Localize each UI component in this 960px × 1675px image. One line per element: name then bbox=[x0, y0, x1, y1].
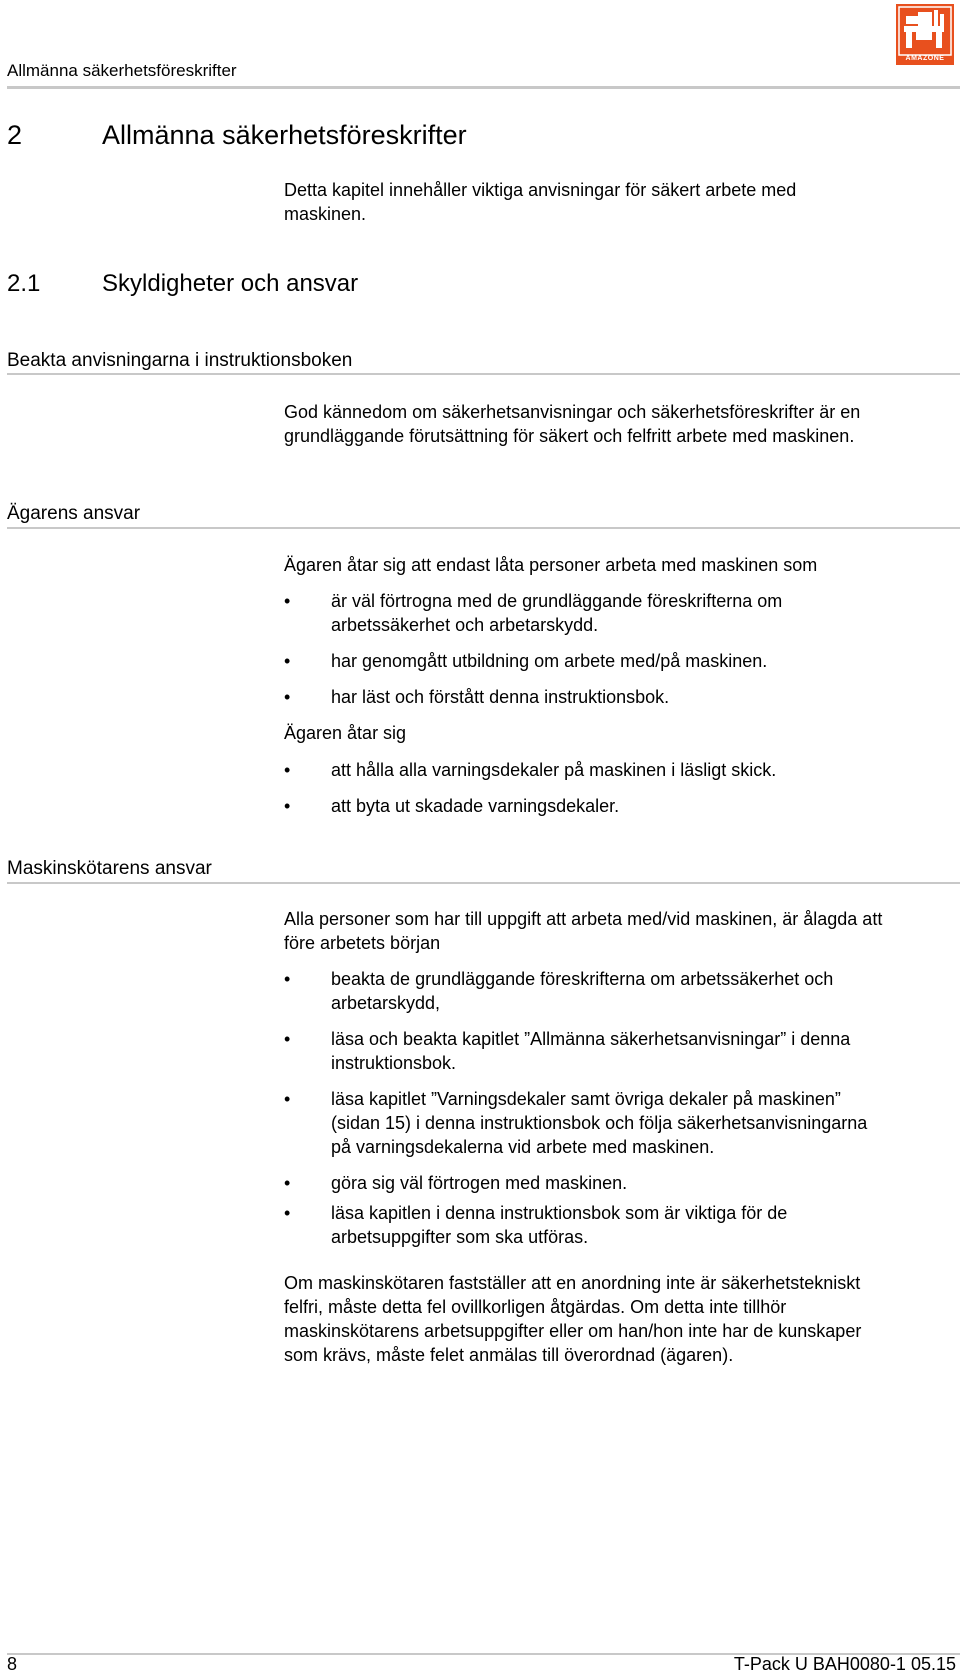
list-item-text: att byta ut skadade varningsdekaler. bbox=[331, 796, 620, 816]
list-item bbox=[284, 967, 889, 1015]
list-item-text: beakta de grundläggande föreskrifterna om arbetssäkerhet och arbetarskydd, bbox=[331, 969, 834, 1013]
list-item bbox=[284, 1087, 889, 1159]
header-divider bbox=[7, 86, 960, 89]
chapter-title: Allmänna säkerhetsföreskrifter bbox=[102, 120, 467, 150]
side-divider-owner bbox=[7, 527, 960, 529]
running-header-title: Allmänna säkerhetsföreskrifter bbox=[7, 61, 237, 80]
document-reference: T-Pack U BAH0080-1 05.15 bbox=[733, 1654, 956, 1674]
bullet-icon: • bbox=[284, 1029, 291, 1049]
list-item bbox=[284, 649, 884, 673]
amazone-logo bbox=[896, 4, 954, 65]
chapter-heading bbox=[7, 120, 907, 152]
section-number: 2.1 bbox=[7, 270, 41, 297]
owner-list-2 bbox=[284, 758, 884, 818]
bullet-icon: • bbox=[284, 796, 291, 816]
list-item bbox=[284, 1027, 889, 1075]
side-title-owner: Ägarens ansvar bbox=[7, 503, 141, 524]
owner-list-1 bbox=[284, 589, 884, 709]
list-item bbox=[284, 794, 884, 818]
chapter-intro: Detta kapitel innehåller viktiga anvisningar för säkert arbete med maskinen. bbox=[284, 180, 797, 224]
side-title-instructions: Beakta anvisningarna i instruktionsboken bbox=[7, 350, 353, 371]
side-divider-operator bbox=[7, 882, 960, 884]
bullet-icon: • bbox=[284, 591, 291, 611]
logo-wordmark: AMAZONE bbox=[905, 55, 945, 62]
list-item bbox=[284, 1201, 889, 1249]
bullet-icon: • bbox=[284, 1203, 291, 1223]
page-number: 8 bbox=[7, 1654, 18, 1674]
bullet-icon: • bbox=[284, 1089, 291, 1109]
list-item-text: har genomgått utbildning om arbete med/på maskinen. bbox=[331, 651, 768, 671]
list-item-text: göra sig väl förtrogen med maskinen. bbox=[331, 1173, 628, 1193]
list-item-text: att hålla alla varningsdekaler på maskinen i läsligt skick. bbox=[331, 760, 777, 780]
list-item bbox=[284, 1171, 889, 1195]
bullet-icon: • bbox=[284, 687, 291, 707]
operator-content bbox=[284, 907, 889, 1367]
section-title: Skyldigheter och ansvar bbox=[102, 270, 359, 297]
chapter-number: 2 bbox=[7, 120, 23, 150]
side-title-operator: Maskinskötarens ansvar bbox=[7, 858, 212, 879]
owner-content bbox=[284, 553, 884, 818]
side-divider-instructions bbox=[7, 373, 960, 375]
list-item bbox=[284, 758, 884, 782]
bullet-icon: • bbox=[284, 969, 291, 989]
owner-intro-2: Ägaren åtar sig bbox=[284, 723, 407, 743]
bullet-icon: • bbox=[284, 760, 291, 780]
operator-closing: Om maskinskötaren fastställer att en anordning inte är säkerhetstekniskt felfri, måste detta fel ovillkorligen åtgärdas. Om detta inte tillhör maskinskötarens arbetsuppgifter eller om han/hon inte har de kunskaper som krävs, måste felet anmälas till överordnad (ägaren). bbox=[284, 1273, 862, 1365]
list-item-text: läsa kapitlen i denna instruktionsbok som är viktiga för de arbetsuppgifter som ska utföras. bbox=[331, 1203, 788, 1247]
operator-list bbox=[284, 967, 889, 1249]
owner-intro-1: Ägaren åtar sig att endast låta personer arbeta med maskinen som bbox=[284, 555, 818, 575]
list-item-text: har läst och förstått denna instruktionsbok. bbox=[331, 687, 670, 707]
instructions-text: God kännedom om säkerhetsanvisningar och säkerhetsföreskrifter är en grundläggande förutsättning för säkert och felfritt arbete med maskinen. bbox=[284, 402, 861, 446]
list-item-text: läsa och beakta kapitlet ”Allmänna säkerhetsanvisningar” i denna instruktionsbok. bbox=[331, 1029, 851, 1073]
list-item-text: läsa kapitlet ”Varningsdekaler samt övriga dekaler på maskinen” (sidan 15) i denna instruktionsbok och följa säkerhetsanvisningarna på varningsdekalerna vid arbete med maskinen. bbox=[331, 1089, 868, 1157]
list-item-text: är väl förtrogna med de grundläggande föreskrifterna om arbetssäkerhet och arbetarskydd. bbox=[331, 591, 783, 635]
section-heading bbox=[7, 270, 907, 300]
list-item bbox=[284, 589, 884, 637]
bullet-icon: • bbox=[284, 651, 291, 671]
list-item bbox=[284, 685, 884, 709]
bullet-icon: • bbox=[284, 1173, 291, 1193]
operator-intro: Alla personer som har till uppgift att arbeta med/vid maskinen, är ålagda att före arbetets början bbox=[284, 909, 883, 953]
